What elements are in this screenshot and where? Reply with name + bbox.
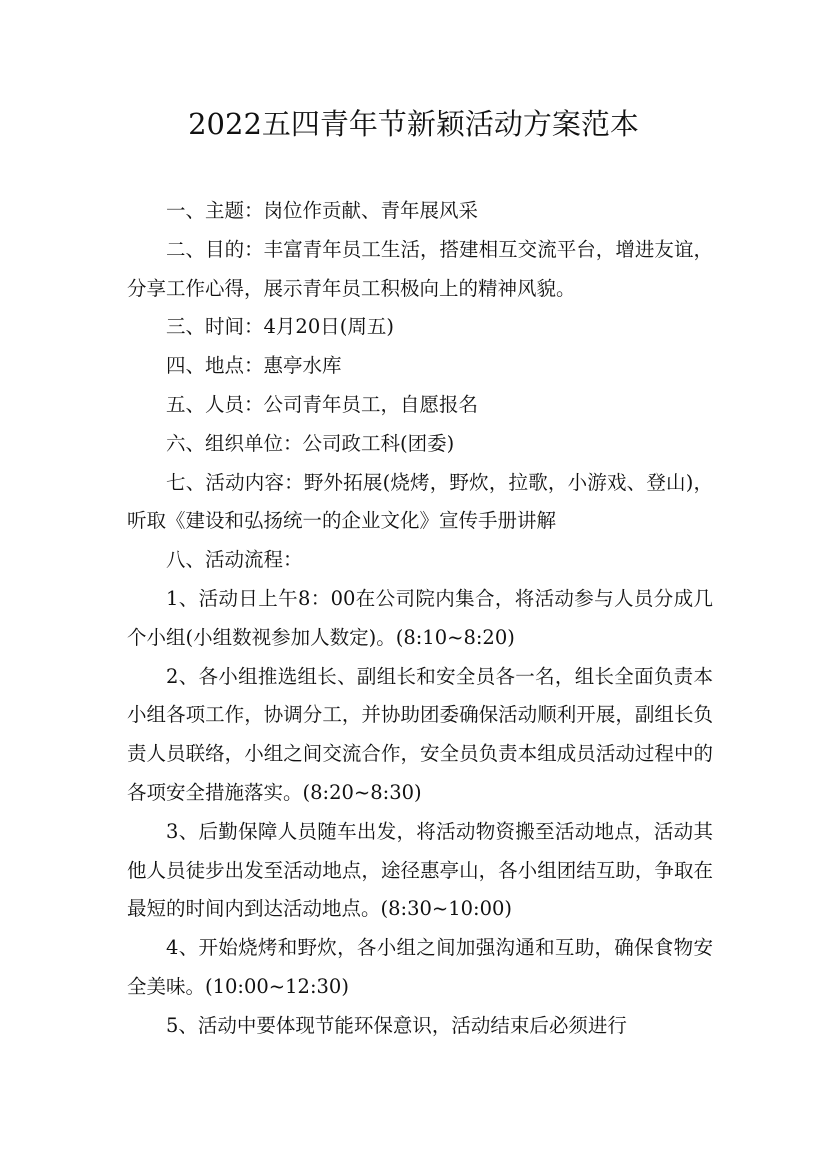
paragraph-content: 七、活动内容：野外拓展(烧烤，野炊，拉歌，小游戏、登山)，听取《建设和弘扬统一的企业文化》宣传手册讲解 bbox=[127, 470, 713, 533]
paragraph-step-1: 1、活动日上午8：00在公司院内集合，将活动参与人员分成几个小组(小组数视参加人数定)。(8:10~8:20) bbox=[127, 586, 713, 649]
paragraph-time: 三、时间：4月20日(周五) bbox=[166, 315, 394, 339]
paragraph-step-2: 2、各小组推选组长、副组长和安全员各一名，组长全面负责本小组各项工作，协调分工，并协助团委确保活动顺利开展，副组长负责人员联络，小组之间交流合作，安全员负责本组成员活动过程中的各项安全措施落实。(8:20~8:30) bbox=[127, 664, 713, 804]
paragraph-location: 四、地点：惠亭水库 bbox=[166, 354, 342, 378]
paragraph-step-3: 3、后勤保障人员随车出发，将活动物资搬至活动地点，活动其他人员徒步出发至活动地点，途径惠亭山，各小组团结互助，争取在最短的时间内到达活动地点。(8:30~10:00) bbox=[127, 819, 713, 921]
paragraph-theme: 一、主题：岗位作贡献、青年展风采 bbox=[166, 199, 479, 222]
paragraph-step-4: 4、开始烧烤和野炊，各小组之间加强沟通和互助，确保食物安全美味。(10:00~12:30) bbox=[127, 936, 713, 998]
paragraph-participants: 五、人员：公司青年员工，自愿报名 bbox=[166, 392, 479, 416]
document-body bbox=[127, 192, 713, 1046]
paragraph-process-heading: 八、活动流程： bbox=[166, 548, 303, 572]
paragraph-organizer: 六、组织单位：公司政工科(团委) bbox=[166, 431, 455, 455]
paragraph-step-5: 5、活动中要体现节能环保意识，活动结束后必须进行 bbox=[166, 1013, 627, 1037]
document-title: 2022五四青年节新颖活动方案范本 bbox=[188, 107, 639, 141]
paragraph-purpose: 二、目的：丰富青年员工生活，搭建相互交流平台，增进友谊，分享工作心得，展示青年员工积极向上的精神风貌。 bbox=[127, 237, 713, 300]
